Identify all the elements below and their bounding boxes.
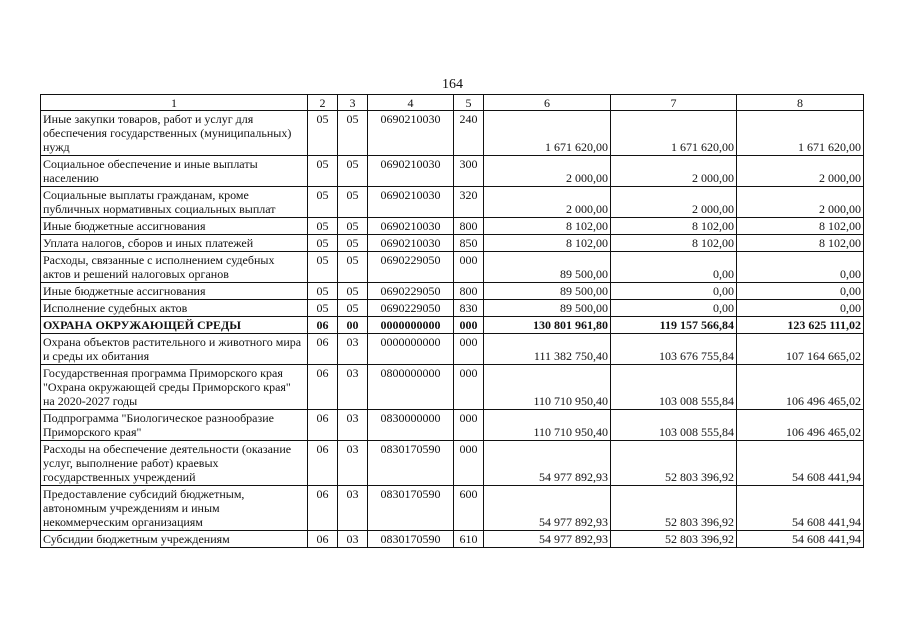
table-row bbox=[41, 317, 864, 334]
expense-type-code: 000 bbox=[454, 441, 484, 486]
expense-type-code: 000 bbox=[454, 410, 484, 441]
subsection-code: 05 bbox=[338, 187, 368, 218]
column-header: 1 bbox=[41, 95, 308, 111]
section-code: 05 bbox=[308, 300, 338, 317]
section-code: 05 bbox=[308, 111, 338, 156]
amount-col-7: 103 008 555,84 bbox=[611, 365, 737, 410]
expense-type-code: 830 bbox=[454, 300, 484, 317]
target-code: 0690210030 bbox=[368, 187, 454, 218]
expense-type-code: 850 bbox=[454, 235, 484, 252]
section-code: 05 bbox=[308, 156, 338, 187]
amount-col-6: 89 500,00 bbox=[484, 283, 611, 300]
expense-type-code: 800 bbox=[454, 283, 484, 300]
subsection-code: 05 bbox=[338, 300, 368, 317]
section-code: 05 bbox=[308, 235, 338, 252]
item-name: Иные закупки товаров, работ и услуг для обеспечения государственных (муниципальных) нужд bbox=[41, 111, 308, 156]
target-code: 0690229050 bbox=[368, 252, 454, 283]
amount-col-6: 8 102,00 bbox=[484, 218, 611, 235]
target-code: 0690210030 bbox=[368, 156, 454, 187]
amount-col-6: 110 710 950,40 bbox=[484, 410, 611, 441]
amount-col-6: 89 500,00 bbox=[484, 252, 611, 283]
amount-col-6: 89 500,00 bbox=[484, 300, 611, 317]
table-row bbox=[41, 441, 864, 486]
table-row bbox=[41, 111, 864, 156]
section-code: 06 bbox=[308, 317, 338, 334]
item-name: Государственная программа Приморского края "Охрана окружающей среды Приморского края" на 2020-2027 годы bbox=[41, 365, 308, 410]
section-code: 06 bbox=[308, 486, 338, 531]
section-code: 05 bbox=[308, 218, 338, 235]
section-code: 06 bbox=[308, 365, 338, 410]
amount-col-7: 2 000,00 bbox=[611, 187, 737, 218]
amount-col-6: 110 710 950,40 bbox=[484, 365, 611, 410]
amount-col-8: 0,00 bbox=[737, 283, 864, 300]
expense-type-code: 600 bbox=[454, 486, 484, 531]
section-code: 05 bbox=[308, 252, 338, 283]
target-code: 0830170590 bbox=[368, 486, 454, 531]
item-name: Иные бюджетные ассигнования bbox=[41, 283, 308, 300]
subsection-code: 05 bbox=[338, 111, 368, 156]
item-name: Социальное обеспечение и иные выплаты населению bbox=[41, 156, 308, 187]
column-header: 8 bbox=[737, 95, 864, 111]
subsection-code: 03 bbox=[338, 334, 368, 365]
amount-col-8: 54 608 441,94 bbox=[737, 531, 864, 548]
amount-col-6: 8 102,00 bbox=[484, 235, 611, 252]
subsection-code: 05 bbox=[338, 156, 368, 187]
target-code: 0800000000 bbox=[368, 365, 454, 410]
item-name: Уплата налогов, сборов и иных платежей bbox=[41, 235, 308, 252]
page-number: 164 bbox=[442, 77, 463, 92]
target-code: 0000000000 bbox=[368, 317, 454, 334]
amount-col-7: 2 000,00 bbox=[611, 156, 737, 187]
column-header: 5 bbox=[454, 95, 484, 111]
column-header: 7 bbox=[611, 95, 737, 111]
subsection-code: 03 bbox=[338, 486, 368, 531]
amount-col-8: 106 496 465,02 bbox=[737, 365, 864, 410]
section-code: 06 bbox=[308, 334, 338, 365]
table-row bbox=[41, 235, 864, 252]
amount-col-8: 2 000,00 bbox=[737, 156, 864, 187]
target-code: 0690229050 bbox=[368, 300, 454, 317]
amount-col-6: 54 977 892,93 bbox=[484, 486, 611, 531]
column-header: 6 bbox=[484, 95, 611, 111]
expense-type-code: 320 bbox=[454, 187, 484, 218]
target-code: 0690210030 bbox=[368, 111, 454, 156]
budget-table bbox=[40, 94, 864, 548]
amount-col-7: 8 102,00 bbox=[611, 218, 737, 235]
amount-col-7: 8 102,00 bbox=[611, 235, 737, 252]
amount-col-7: 119 157 566,84 bbox=[611, 317, 737, 334]
item-name: ОХРАНА ОКРУЖАЮЩЕЙ СРЕДЫ bbox=[41, 317, 308, 334]
item-name: Предоставление субсидий бюджетным, автономным учреждениям и иным некоммерческим организациям bbox=[41, 486, 308, 531]
amount-col-8: 0,00 bbox=[737, 252, 864, 283]
amount-col-6: 111 382 750,40 bbox=[484, 334, 611, 365]
item-name: Охрана объектов растительного и животного мира и среды их обитания bbox=[41, 334, 308, 365]
amount-col-8: 8 102,00 bbox=[737, 235, 864, 252]
section-code: 05 bbox=[308, 283, 338, 300]
table-header-row bbox=[41, 95, 864, 111]
subsection-code: 05 bbox=[338, 235, 368, 252]
section-code: 05 bbox=[308, 187, 338, 218]
expense-type-code: 240 bbox=[454, 111, 484, 156]
table-row bbox=[41, 300, 864, 317]
table-row bbox=[41, 283, 864, 300]
target-code: 0690229050 bbox=[368, 283, 454, 300]
target-code: 0830000000 bbox=[368, 410, 454, 441]
expense-type-code: 000 bbox=[454, 317, 484, 334]
subsection-code: 03 bbox=[338, 441, 368, 486]
amount-col-7: 52 803 396,92 bbox=[611, 441, 737, 486]
section-code: 06 bbox=[308, 441, 338, 486]
table-row bbox=[41, 252, 864, 283]
amount-col-7: 52 803 396,92 bbox=[611, 486, 737, 531]
amount-col-7: 0,00 bbox=[611, 300, 737, 317]
amount-col-8: 1 671 620,00 bbox=[737, 111, 864, 156]
amount-col-6: 54 977 892,93 bbox=[484, 441, 611, 486]
amount-col-6: 2 000,00 bbox=[484, 156, 611, 187]
target-code: 0830170590 bbox=[368, 441, 454, 486]
column-header: 3 bbox=[338, 95, 368, 111]
table-row bbox=[41, 486, 864, 531]
section-code: 06 bbox=[308, 410, 338, 441]
amount-col-7: 103 008 555,84 bbox=[611, 410, 737, 441]
table-row bbox=[41, 365, 864, 410]
amount-col-7: 52 803 396,92 bbox=[611, 531, 737, 548]
table-row bbox=[41, 218, 864, 235]
target-code: 0690210030 bbox=[368, 218, 454, 235]
table-row bbox=[41, 187, 864, 218]
subsection-code: 05 bbox=[338, 218, 368, 235]
subsection-code: 03 bbox=[338, 410, 368, 441]
subsection-code: 05 bbox=[338, 252, 368, 283]
amount-col-6: 1 671 620,00 bbox=[484, 111, 611, 156]
table-row bbox=[41, 334, 864, 365]
subsection-code: 03 bbox=[338, 365, 368, 410]
expense-type-code: 800 bbox=[454, 218, 484, 235]
subsection-code: 03 bbox=[338, 531, 368, 548]
expense-type-code: 610 bbox=[454, 531, 484, 548]
amount-col-7: 0,00 bbox=[611, 252, 737, 283]
subsection-code: 05 bbox=[338, 283, 368, 300]
target-code: 0690210030 bbox=[368, 235, 454, 252]
amount-col-7: 0,00 bbox=[611, 283, 737, 300]
subsection-code: 00 bbox=[338, 317, 368, 334]
amount-col-6: 2 000,00 bbox=[484, 187, 611, 218]
table-row bbox=[41, 410, 864, 441]
amount-col-8: 54 608 441,94 bbox=[737, 486, 864, 531]
item-name: Расходы, связанные с исполнением судебных актов и решений налоговых органов bbox=[41, 252, 308, 283]
target-code: 0830170590 bbox=[368, 531, 454, 548]
column-header: 4 bbox=[368, 95, 454, 111]
amount-col-8: 0,00 bbox=[737, 300, 864, 317]
amount-col-6: 130 801 961,80 bbox=[484, 317, 611, 334]
item-name: Исполнение судебных актов bbox=[41, 300, 308, 317]
item-name: Иные бюджетные ассигнования bbox=[41, 218, 308, 235]
expense-type-code: 000 bbox=[454, 252, 484, 283]
expense-type-code: 000 bbox=[454, 365, 484, 410]
item-name: Расходы на обеспечение деятельности (оказание услуг, выполнение работ) краевых государственных учреждений bbox=[41, 441, 308, 486]
amount-col-8: 106 496 465,02 bbox=[737, 410, 864, 441]
amount-col-6: 54 977 892,93 bbox=[484, 531, 611, 548]
target-code: 0000000000 bbox=[368, 334, 454, 365]
item-name: Социальные выплаты гражданам, кроме публичных нормативных социальных выплат bbox=[41, 187, 308, 218]
section-code: 06 bbox=[308, 531, 338, 548]
expense-type-code: 000 bbox=[454, 334, 484, 365]
item-name: Субсидии бюджетным учреждениям bbox=[41, 531, 308, 548]
amount-col-7: 1 671 620,00 bbox=[611, 111, 737, 156]
expense-type-code: 300 bbox=[454, 156, 484, 187]
item-name: Подпрограмма "Биологическое разнообразие Приморского края" bbox=[41, 410, 308, 441]
table-row bbox=[41, 531, 864, 548]
column-header: 2 bbox=[308, 95, 338, 111]
amount-col-8: 8 102,00 bbox=[737, 218, 864, 235]
amount-col-8: 123 625 111,02 bbox=[737, 317, 864, 334]
table-row bbox=[41, 156, 864, 187]
amount-col-8: 2 000,00 bbox=[737, 187, 864, 218]
amount-col-8: 54 608 441,94 bbox=[737, 441, 864, 486]
amount-col-7: 103 676 755,84 bbox=[611, 334, 737, 365]
amount-col-8: 107 164 665,02 bbox=[737, 334, 864, 365]
